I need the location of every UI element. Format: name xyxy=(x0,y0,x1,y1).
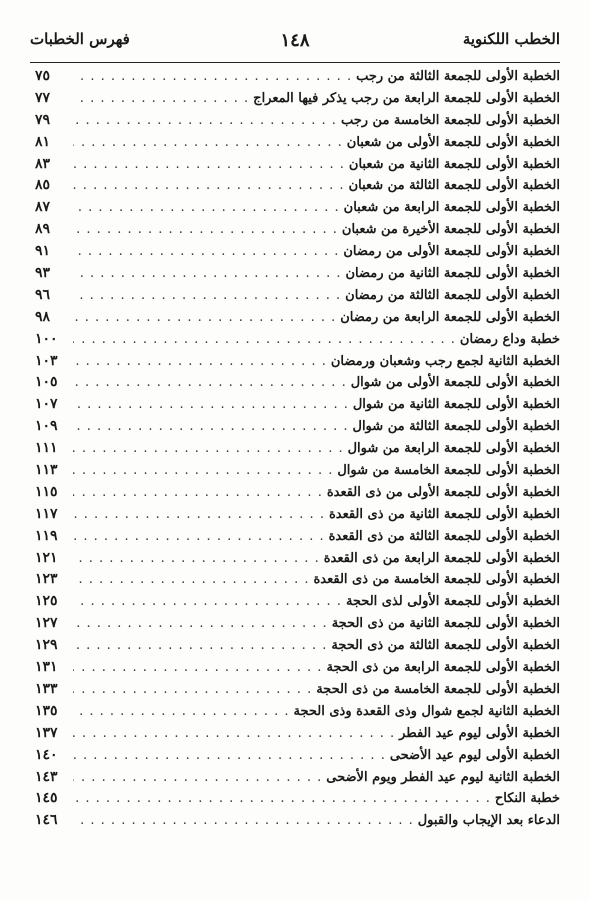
toc-leader-dots xyxy=(73,285,341,307)
toc-entry-page: ٩٣ xyxy=(35,265,51,282)
toc-entry-page: ١٢٣ xyxy=(35,571,58,588)
toc-entry xyxy=(35,482,560,504)
toc-entry xyxy=(35,569,560,591)
toc-entry-page: ٩٦ xyxy=(35,286,51,303)
toc-entry-title: خطبة وداع رمضان xyxy=(459,331,560,347)
toc-entry xyxy=(35,723,560,745)
toc-entry-title: الخطبة الأولى للجمعة الخامسة من شوال xyxy=(337,463,560,479)
toc-entry-page: ١١٥ xyxy=(35,483,58,500)
toc-entry-page: ١٤٣ xyxy=(35,768,58,785)
toc-entry xyxy=(35,788,560,810)
toc-leader-dots xyxy=(73,154,345,176)
toc-entry xyxy=(35,460,560,482)
toc-entry xyxy=(35,613,560,635)
toc-entry-title: الخطبة الأولى للجمعة الثانية من شوال xyxy=(352,397,560,413)
toc-entry-title: الخطبة الأولى للجمعة الثانية من رمضان xyxy=(345,266,560,282)
toc-entry-title: الخطبة الأولى للجمعة الثانية من ذى الحجة xyxy=(331,616,560,632)
toc-entry-page: ١٠٩ xyxy=(35,418,58,435)
toc-entry-title: الخطبة الأولى للجمعة الرابعة من شوال xyxy=(347,441,560,457)
toc-leader-dots xyxy=(73,548,320,570)
page-number: ١٤٨ xyxy=(280,30,310,51)
toc-leader-dots xyxy=(73,372,347,394)
toc-leader-dots xyxy=(73,110,337,132)
toc-entry xyxy=(35,66,560,88)
toc-entry-title: الخطبة الأولى للجمعة الأولى من شوال xyxy=(350,375,560,391)
toc-entry-title: الخطبة الأولى للجمعة الثالثة من شوال xyxy=(352,419,560,435)
toc-entry-page: ١٠٣ xyxy=(35,352,58,369)
toc-entry-page: ٨٩ xyxy=(35,221,51,238)
toc-entry xyxy=(35,329,560,351)
toc-entry xyxy=(35,263,560,285)
toc-entry xyxy=(35,591,560,613)
toc-leader-dots xyxy=(73,767,322,789)
toc-entry xyxy=(35,175,560,197)
toc-entry-page: ١٠٠ xyxy=(35,330,58,347)
toc-leader-dots xyxy=(73,591,342,613)
toc-entry xyxy=(35,657,560,679)
toc-entry-title: الخطبة الأولى للجمعة الثالثة من رمضان xyxy=(345,287,560,303)
toc-entry-title: الخطبة الأولى للجمعة الأولى من رمضان xyxy=(343,244,560,260)
toc-entry-page: ٨٥ xyxy=(35,177,51,194)
toc-leader-dots xyxy=(73,657,322,679)
toc-leader-dots xyxy=(73,219,338,241)
toc-entry-page: ١٠٧ xyxy=(35,396,58,413)
toc-entry-title: الخطبة الأولى للجمعة الرابعة من ذى القعدة xyxy=(323,550,560,566)
toc-leader-dots xyxy=(73,175,345,197)
section-title: فهرس الخطبات xyxy=(30,30,130,48)
toc-entry xyxy=(35,810,560,832)
table-of-contents xyxy=(35,66,560,832)
toc-entry-page: ١٢٥ xyxy=(35,593,58,610)
toc-entry-title: الخطبة الأولى ليوم عيد الأضحى xyxy=(389,747,560,763)
toc-entry-page: ١١٩ xyxy=(35,527,58,544)
toc-entry-title: الخطبة الأولى للجمعة الرابعة من شعبان xyxy=(343,200,560,216)
toc-entry-page: ١٠٥ xyxy=(35,374,58,391)
header-rule xyxy=(30,62,560,63)
toc-entry-page: ٩٨ xyxy=(35,308,51,325)
toc-leader-dots xyxy=(73,810,414,832)
toc-leader-dots xyxy=(73,394,349,416)
toc-leader-dots xyxy=(73,745,386,767)
toc-entry-title: الخطبة الثانية لجمع شوال وذى القعدة وذى الحجة xyxy=(293,703,560,719)
toc-entry-page: ١٤٠ xyxy=(35,746,58,763)
toc-entry xyxy=(35,285,560,307)
toc-entry-page: ٨٣ xyxy=(35,155,51,172)
toc-entry-page: ١٣١ xyxy=(35,659,58,676)
toc-entry xyxy=(35,745,560,767)
toc-entry xyxy=(35,679,560,701)
toc-entry-title: الخطبة الأولى ليوم عيد الفطر xyxy=(399,725,560,741)
toc-entry-title: الخطبة الأولى للجمعة الخامسة من رجب xyxy=(340,112,560,128)
toc-entry-page: ١٣٥ xyxy=(35,702,58,719)
toc-leader-dots xyxy=(73,132,343,154)
book-title: الخطب اللكنوية xyxy=(462,30,560,48)
toc-entry-title: خطبة النكاح xyxy=(494,791,560,807)
toc-entry xyxy=(35,548,560,570)
toc-entry xyxy=(35,197,560,219)
toc-leader-dots xyxy=(73,241,339,263)
running-header xyxy=(30,30,560,56)
toc-entry-title: الخطبة الأولى للجمعة الثانية من شعبان xyxy=(348,156,560,172)
toc-entry xyxy=(35,241,560,263)
toc-leader-dots xyxy=(73,460,333,482)
toc-entry xyxy=(35,88,560,110)
toc-entry xyxy=(35,351,560,373)
toc-entry-page: ١٤٥ xyxy=(35,790,58,807)
toc-entry xyxy=(35,701,560,723)
toc-leader-dots xyxy=(73,788,491,810)
toc-leader-dots xyxy=(73,635,327,657)
toc-leader-dots xyxy=(73,351,327,373)
toc-entry-page: ١١١ xyxy=(35,440,58,457)
toc-entry xyxy=(35,438,560,460)
toc-leader-dots xyxy=(73,329,456,351)
toc-entry-title: الخطبة الأولى للجمعة الثالثة من ذى الحجة xyxy=(331,638,560,654)
toc-entry xyxy=(35,767,560,789)
toc-entry xyxy=(35,219,560,241)
toc-leader-dots xyxy=(73,438,344,460)
toc-entry xyxy=(35,132,560,154)
toc-leader-dots xyxy=(73,679,312,701)
toc-entry-title: الخطبة الأولى للجمعة الخامسة من ذى القعدة xyxy=(313,572,560,588)
toc-leader-dots xyxy=(73,66,352,88)
toc-entry-title: الخطبة الأولى للجمعة الأولى من ذى القعدة xyxy=(326,484,560,500)
toc-leader-dots xyxy=(73,263,341,285)
toc-leader-dots xyxy=(73,526,325,548)
toc-leader-dots xyxy=(73,482,323,504)
toc-entry xyxy=(35,526,560,548)
toc-entry-title: الخطبة الأولى للجمعة الأولى لذى الحجة xyxy=(345,594,560,610)
toc-leader-dots xyxy=(73,613,328,635)
toc-entry-page: ١١٧ xyxy=(35,505,58,522)
toc-entry-page: ٨١ xyxy=(35,133,51,150)
toc-entry xyxy=(35,635,560,657)
toc-leader-dots xyxy=(73,701,290,723)
toc-entry-page: ٨٧ xyxy=(35,199,51,216)
toc-leader-dots xyxy=(73,504,325,526)
toc-entry-title: الخطبة الأولى للجمعة الأخيرة من شعبان xyxy=(341,222,560,238)
toc-entry xyxy=(35,372,560,394)
toc-entry-title: الخطبة الأولى للجمعة الرابعة من رمضان xyxy=(340,309,560,325)
toc-leader-dots xyxy=(73,416,349,438)
toc-entry-title: الدعاء بعد الإيجاب والقبول xyxy=(417,813,560,829)
toc-leader-dots xyxy=(73,307,336,329)
toc-entry-title: الخطبة الأولى للجمعة الثالثة من ذى القعدة xyxy=(328,528,560,544)
toc-entry-page: ٧٩ xyxy=(35,111,51,128)
toc-entry-page: ٧٧ xyxy=(35,89,51,106)
toc-entry-page: ١٣٧ xyxy=(35,724,58,741)
toc-entry-page: ١٢٧ xyxy=(35,615,58,632)
toc-entry xyxy=(35,504,560,526)
toc-entry-page: ١٢١ xyxy=(35,549,58,566)
toc-entry-title: الخطبة الأولى للجمعة الرابعة من رجب يذكر فيها المعراج xyxy=(253,90,560,106)
toc-entry xyxy=(35,110,560,132)
toc-entry-title: الخطبة الأولى للجمعة الثالثة من شعبان xyxy=(348,178,560,194)
toc-leader-dots xyxy=(73,569,309,591)
toc-entry-title: الخطبة الأولى للجمعة الثالثة من رجب xyxy=(356,69,560,84)
toc-entry-page: ١٢٩ xyxy=(35,637,58,654)
toc-entry-page: ١٤٦ xyxy=(35,812,58,829)
toc-entry-page: ٧٥ xyxy=(35,68,51,84)
toc-leader-dots xyxy=(73,197,340,219)
toc-entry-title: الخطبة الأولى للجمعة الأولى من شعبان xyxy=(346,134,560,150)
toc-entry-page: ١٣٣ xyxy=(35,680,58,697)
toc-entry xyxy=(35,154,560,176)
toc-entry-title: الخطبة الثانية ليوم عيد الفطر ويوم الأضحى xyxy=(326,769,560,785)
toc-entry-title: الخطبة الثانية لجمع رجب وشعبان ورمضان xyxy=(330,353,560,369)
toc-leader-dots xyxy=(73,88,249,110)
toc-entry xyxy=(35,416,560,438)
toc-entry-title: الخطبة الأولى للجمعة الثانية من ذى القعدة xyxy=(328,506,560,522)
toc-entry-title: الخطبة الأولى للجمعة الخامسة من ذى الحجة xyxy=(316,681,560,697)
toc-entry xyxy=(35,394,560,416)
toc-leader-dots xyxy=(73,723,395,745)
toc-entry-page: ١١٣ xyxy=(35,462,58,479)
toc-entry xyxy=(35,307,560,329)
toc-entry-page: ٩١ xyxy=(35,243,51,260)
toc-entry-title: الخطبة الأولى للجمعة الرابعة من ذى الحجة xyxy=(326,660,560,676)
